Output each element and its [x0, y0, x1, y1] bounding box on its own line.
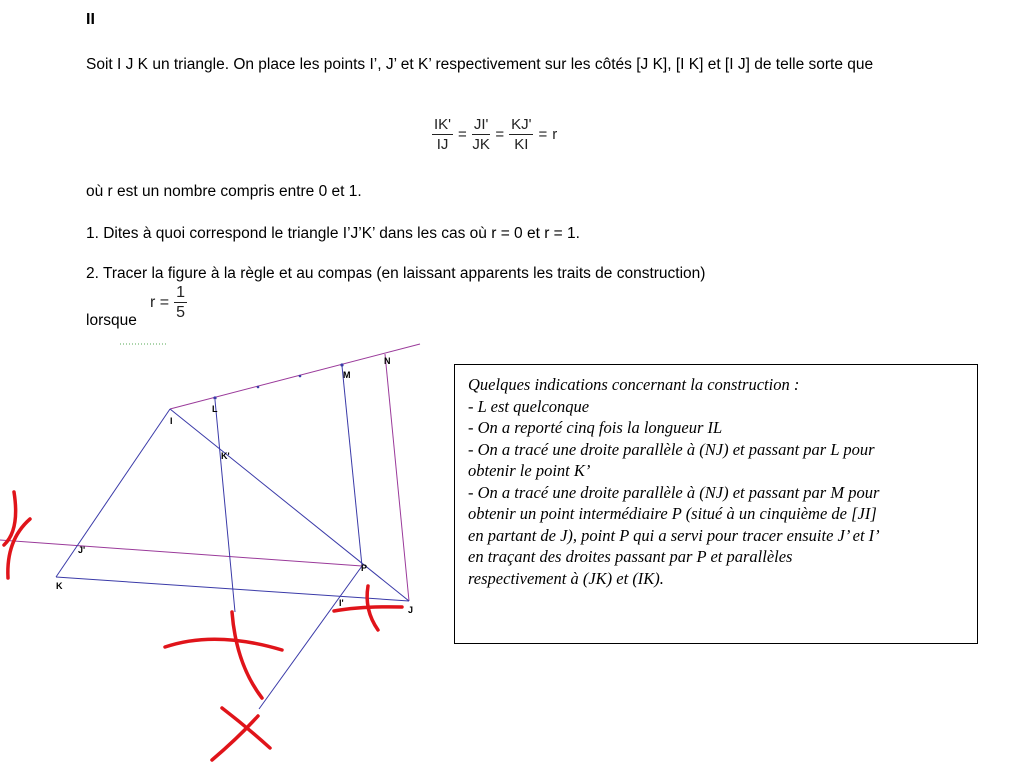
compass-arc	[8, 519, 30, 578]
line-Jprime-P	[0, 540, 362, 566]
indications-box	[454, 364, 978, 644]
section-heading: II	[86, 11, 95, 28]
equals-sign: =	[538, 126, 548, 143]
ratio-denominator: KI	[514, 136, 529, 153]
line-ray-IN	[170, 344, 420, 409]
indication-line: - On a reporté cinq fois la longueur IL	[468, 418, 723, 437]
indication-line: en traçant des droites passant par P et parallèles	[468, 547, 793, 566]
indication-line: - On a tracé une droite parallèle à (NJ) et passant par L pour	[468, 439, 875, 459]
intro-paragraph: Soit I J K un triangle. On place les points I’, J’ et K’ respectivement sur les côtés [J K], [I K] et [I J] de telle sorte que	[86, 56, 874, 73]
ratio-numerator: JI'	[473, 116, 489, 133]
indications-title: Quelques indications concernant la construction :	[468, 375, 800, 394]
tick-mark	[340, 363, 343, 366]
side-IK	[56, 409, 170, 577]
point-label-J: J	[408, 605, 414, 615]
point-label-I-prime: I'	[339, 598, 344, 608]
point-label-K-prime: K'	[221, 451, 230, 461]
ratio-numerator: IK'	[434, 116, 452, 133]
indication-line: - On a tracé une droite parallèle à (NJ) et passant par M pour	[468, 482, 880, 502]
ratio-numerator: KJ'	[511, 116, 532, 133]
condition-text: où r est un nombre compris entre 0 et 1.	[86, 183, 362, 200]
lorsque-text: lorsque	[86, 312, 137, 329]
equals-sign: =	[495, 126, 505, 143]
r-equals: r =	[150, 294, 170, 311]
side-IJ	[170, 409, 409, 601]
ratio-result: r	[552, 126, 558, 143]
ratio-equation	[432, 116, 557, 153]
equals-sign: =	[458, 126, 467, 143]
point-label-I: I	[170, 416, 173, 426]
construction-figure	[0, 338, 440, 768]
point-label-L: L	[212, 404, 218, 414]
indication-line: obtenir un point intermédiaire P (situé à un cinquième de [JI]	[468, 504, 877, 523]
tick-mark	[213, 396, 216, 399]
line-M-P	[342, 366, 362, 566]
tick-mark	[299, 375, 302, 378]
point-label-N: N	[384, 356, 391, 366]
compass-arc	[232, 612, 262, 698]
compass-arc	[212, 716, 258, 760]
point-label-P: P	[361, 563, 368, 573]
ratio-fraction-2	[472, 116, 491, 153]
point-label-M: M	[343, 370, 351, 380]
ratio-denominator: IJ	[436, 136, 449, 153]
r-numerator: 1	[176, 284, 186, 301]
indication-line: obtenir le point K’	[468, 461, 591, 480]
ratio-fraction-1	[432, 116, 453, 153]
ratio-denominator: JK	[472, 136, 490, 153]
r-fraction	[174, 284, 187, 321]
indication-line: en partant de J), point P qui a servi pour tracer ensuite J’ et I’	[468, 525, 880, 545]
line-NJ	[385, 354, 409, 601]
line-P-Iprime	[259, 566, 362, 709]
point-label-K: K	[56, 581, 63, 591]
r-denominator: 5	[176, 304, 186, 321]
ratio-fraction-3	[509, 116, 533, 153]
line-L-Kprime	[215, 400, 235, 612]
r-value-equation	[150, 284, 187, 321]
indication-line: - L est quelconque	[468, 396, 590, 416]
indication-line: respectivement à (JK) et (IK).	[468, 568, 664, 588]
question-1: 1. Dites à quoi correspond le triangle I’J’K’ dans les cas où r = 0 et r = 1.	[86, 225, 580, 242]
tick-mark	[257, 386, 260, 389]
point-label-J-prime: J'	[78, 545, 86, 555]
question-2: 2. Tracer la figure à la règle et au compas (en laissant apparents les traits de construction)	[86, 265, 706, 282]
compass-arc	[165, 639, 282, 650]
